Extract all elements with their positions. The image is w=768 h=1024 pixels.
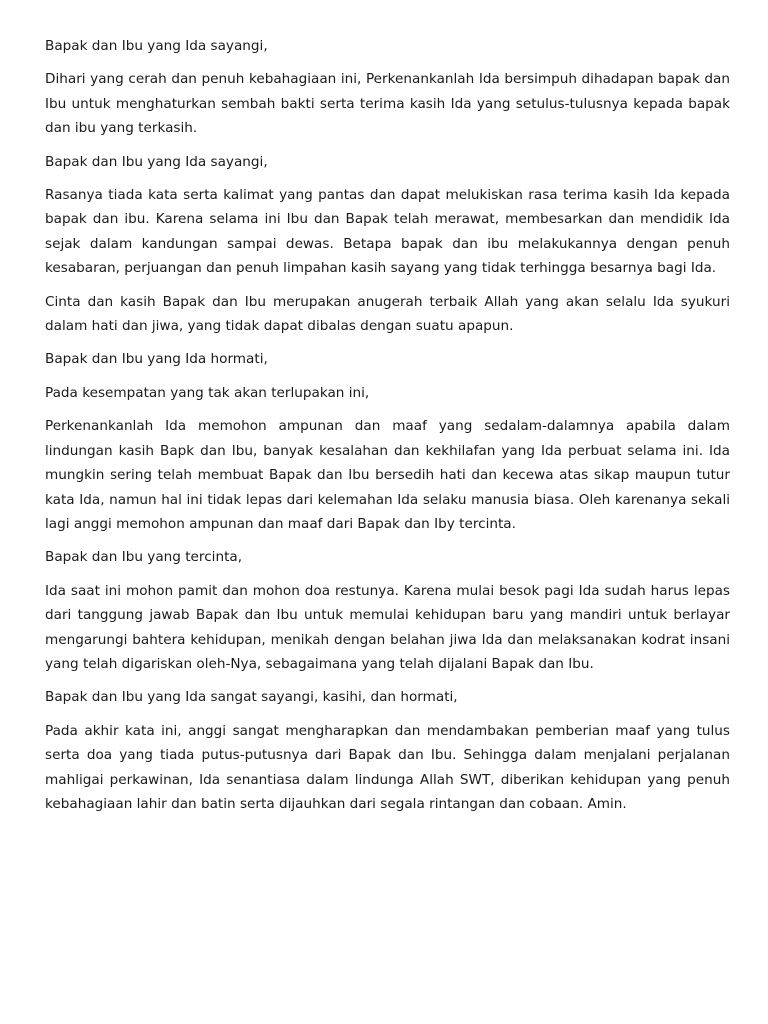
paragraph-farewell: Ida saat ini mohon pamit dan mohon doa restunya. Karena mulai besok pagi Ida sudah harus lepas dari tanggung jawab Bapak dan Ibu untuk memulai kehidupan baru yang mandiri untuk berlayar mengarungi bahtera kehidupan, menikah dengan belahan jiwa Ida dan melaksanakan kodrat insani yang telah digariskan oleh-Nya, sebagaimana yang telah dijalani Bapak dan Ibu.: [45, 582, 730, 672]
paragraph-love: Cinta dan kasih Bapak dan Ibu merupakan anugerah terbaik Allah yang akan selalu Ida syukuri dalam hati dan jiwa, yang tidak dapat dibalas dengan suatu apapun.: [45, 293, 730, 335]
paragraph-apology: Perkenankanlah Ida memohon ampunan dan maaf yang sedalam-dalamnya apabila dalam lindungan kasih Bapk dan Ibu, banyak kesalahan dan kekhilafan yang Ida perbuat selama ini. Ida mungkin sering telah membuat Bapak dan Ibu bersedih hati dan kecewa atas sikap maupun tutur kata Ida, namun hal ini tidak lepas dari kelemahan Ida selaku manusia biasa. Oleh karenanya sekali lagi anggi memohon ampunan dan maaf dari Bapak dan Iby tercinta.: [45, 418, 730, 532]
greeting-2: Bapak dan Ibu yang Ida sayangi,: [45, 153, 268, 170]
greeting-4: Bapak dan Ibu yang tercinta,: [45, 549, 243, 566]
paragraph-closing: Pada akhir kata ini, anggi sangat mengharapkan dan mendambakan pemberian maaf yang tulus serta doa yang tiada putus-putusnya dari Bapak dan Ibu. Sehingga dalam menjalani perjalanan mahligai perkawinan, Ida senantiasa dalam lindunga Allah SWT, diberikan kehidupan yang penuh kebahagiaan lahir dan batin serta dijauhkan dari segala rintangan dan cobaan. Amin.: [45, 722, 730, 812]
paragraph-opening: Dihari yang cerah dan penuh kebahagiaan ini, Perkenankanlah Ida bersimpuh dihadapan bapak dan Ibu untuk menghaturkan sembah bakti serta terima kasih Ida yang setulus-tulusnya kepada bapak dan ibu yang terkasih.: [45, 71, 730, 137]
paragraph-gratitude: Rasanya tiada kata serta kalimat yang pantas dan dapat melukiskan rasa terima kasih Ida kepada bapak dan ibu. Karena selama ini Ibu dan Bapak telah merawat, membesarkan dan mendidik Ida sejak dalam kandungan sampai dewas. Betapa bapak dan ibu melakukannya dengan penuh kesabaran, perjuangan dan penuh limpahan kasih sayang yang tidak terhingga besarnya bagi Ida.: [45, 187, 730, 277]
greeting-3: Bapak dan Ibu yang Ida hormati,: [45, 351, 268, 368]
greeting-1: Bapak dan Ibu yang Ida sayangi,: [45, 38, 268, 54]
paragraph-occasion: Pada kesempatan yang tak akan terlupakan ini,: [45, 384, 370, 401]
greeting-5: Bapak dan Ibu yang Ida sangat sayangi, kasihi, dan hormati,: [45, 689, 458, 706]
